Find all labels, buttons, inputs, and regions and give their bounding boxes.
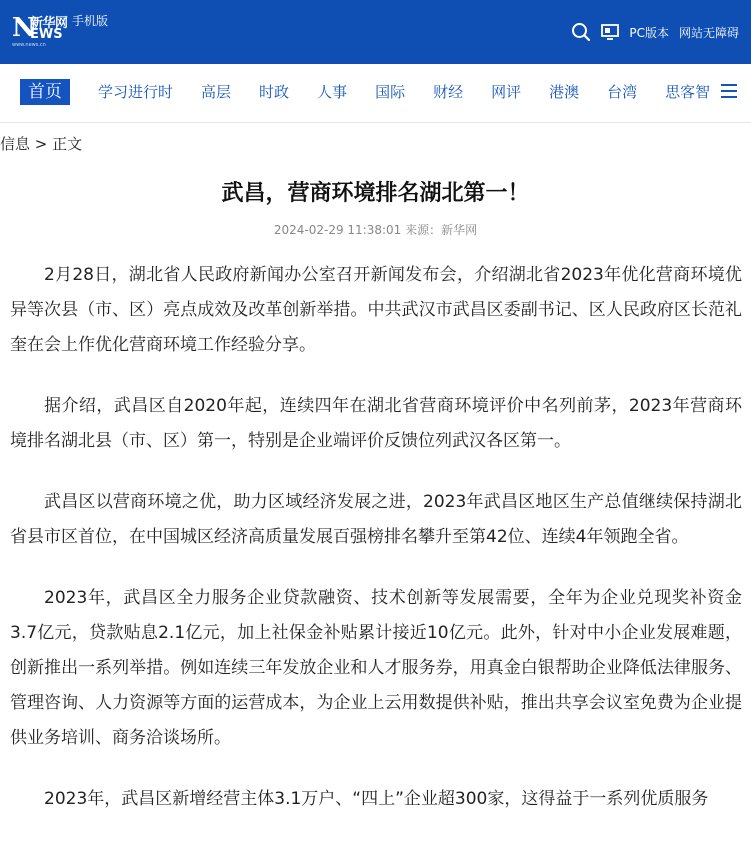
hamburger-menu-icon[interactable] <box>721 84 737 100</box>
article-body <box>10 258 742 843</box>
logo-n-letter: N <box>12 13 36 43</box>
nav-items <box>20 78 723 106</box>
nav-item-hk-macao[interactable]: 港澳 <box>549 83 580 101</box>
logo-url: www.news.cn <box>12 42 46 48</box>
monitor-icon[interactable] <box>601 24 619 40</box>
mobile-version-label: 手机版 <box>72 14 109 28</box>
breadcrumb[interactable]: 信息 > 正文 <box>0 135 83 153</box>
nav-item-home[interactable]: 首页 <box>20 79 70 105</box>
nav-item-politics[interactable]: 时政 <box>259 83 290 101</box>
logo-ews: EWS <box>30 27 63 42</box>
accessibility-link[interactable]: 网站无障碍 <box>678 25 739 40</box>
search-icon[interactable] <box>571 22 591 42</box>
nav-item-commentary[interactable]: 网评 <box>491 83 522 101</box>
logo-text: 新华网 <box>30 16 68 31</box>
nav-item-international[interactable]: 国际 <box>375 83 406 101</box>
article-title: 武昌，营商环境排名湖北第一！ <box>221 181 530 206</box>
article-paragraph: 武昌区以营商环境之优，助力区域经济发展之进，2023年武昌区地区生产总值继续保持湖北省县市区首位，在中国城区经济高质量发展百强榜排名攀升至第42位、连续4年领跑全省。 <box>10 492 742 547</box>
nav-item-taiwan[interactable]: 台湾 <box>607 83 638 101</box>
article-paragraph: 据介绍，武昌区自2020年起，连续四年在湖北省营商环境评价中名列前茅，2023年营商环境排名湖北县（市、区）第一，特别是企业端评价反馈位列武汉各区第一。 <box>10 396 742 451</box>
article-paragraph: 2月28日，湖北省人民政府新闻办公室召开新闻发布会，介绍湖北省2023年优化营商环境优异等次县（市、区）亮点成效及改革创新举措。中共武汉市武昌区委副书记、区人民政府区长范礼奎在会上作优化营商环境工作经验分享。 <box>10 265 742 355</box>
nav-item-finance[interactable]: 财经 <box>433 83 464 101</box>
nav-item-leadership[interactable]: 高层 <box>201 83 232 101</box>
top-header <box>0 0 751 64</box>
article-paragraph: 2023年，武昌区全力服务企业贷款融资、技术创新等发展需要，全年为企业兑现奖补资金3.7亿元，贷款贴息2.1亿元，加上社保金补贴累计接近10亿元。此外，针对中小企业发展难题，创新推出一系列举措。例如连续三年发放企业和人才服务券，用真金白银帮助企业降低法律服务、管理咨询、人力资源等方面的运营成本，为企业上云用数提供补贴，推出共享会议室免费为企业提供业务培训、商务洽谈场所。 <box>10 588 742 748</box>
article-paragraph: 2023年，武昌区新增经营主体3.1万户、“四上”企业超300家，这得益于一系列优质服务 <box>44 789 709 809</box>
header-actions <box>571 20 739 44</box>
xinhua-logo[interactable] <box>12 10 68 50</box>
nav-item-personnel[interactable]: 人事 <box>317 83 348 101</box>
nav-item-study[interactable]: 学习进行时 <box>98 83 174 101</box>
channel-nav <box>0 64 751 123</box>
article-meta: 2024-02-29 11:38:01 来源：新华网 <box>273 223 478 237</box>
nav-item-thinktank[interactable]: 思客智 <box>665 83 711 101</box>
pc-version-link[interactable]: PC版本 <box>629 25 669 40</box>
